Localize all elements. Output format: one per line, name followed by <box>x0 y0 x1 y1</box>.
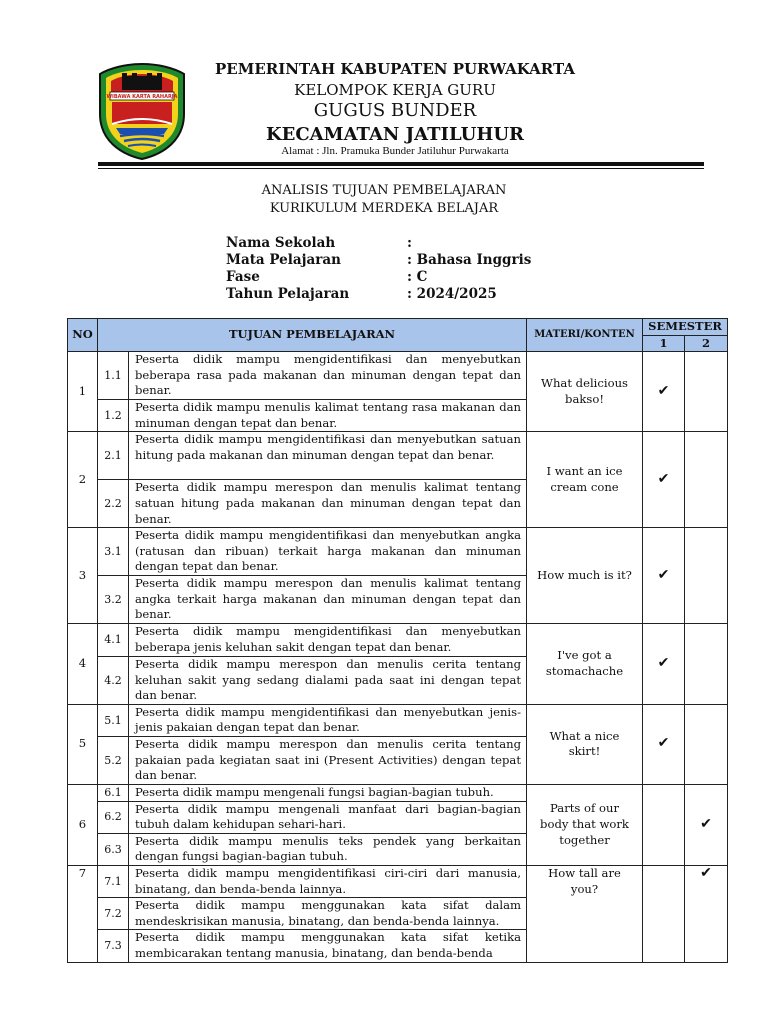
checkmark-icon: ✔ <box>657 735 670 752</box>
header-gugus: GUGUS BUNDER <box>313 100 477 121</box>
semester-2-cell <box>685 623 728 704</box>
objective-id: 5.1 <box>98 704 129 736</box>
semester-1-cell <box>643 528 685 624</box>
materi-cell: I've got a stomachache <box>527 623 643 704</box>
objective-text: Peserta didik mampu mengidentifikasi dan menyebutkan beberapa jenis keluhan sakit dengan tepat dan benar. <box>129 623 527 656</box>
info-label: Nama Sekolah <box>226 235 336 251</box>
letterhead-rule-thin <box>98 168 704 169</box>
document-title: ANALISIS TUJUAN PEMBELAJARAN <box>261 183 507 198</box>
purwakarta-logo <box>98 62 186 160</box>
semester-2-cell <box>685 704 728 784</box>
header-no: NO <box>68 319 98 352</box>
objective-text: Peserta didik mampu mengenali manfaat dari bagian-bagian tubuh dalam kehidupan sehari-hari. <box>129 801 527 833</box>
objective-text: Peserta didik mampu merespon dan menulis cerita tentang keluhan sakit yang sedang dialami pada saat ini dengan tepat dan benar. <box>129 656 527 704</box>
row-number: 4 <box>68 623 98 704</box>
objective-id: 6.3 <box>98 833 129 865</box>
table-row <box>68 352 728 400</box>
objective-id: 5.2 <box>98 736 129 784</box>
row-number: 6 <box>68 784 98 865</box>
objective-id: 6.2 <box>98 801 129 833</box>
objective-text: Peserta didik mampu merespon dan menulis cerita tentang pakaian pada kegiatan saat ini (Present Activities) dengan tepat dan benar. <box>129 736 527 784</box>
learning-objectives-table <box>67 318 728 963</box>
letterhead-rule-thick <box>98 162 704 166</box>
checkmark-icon: ✔ <box>700 865 712 882</box>
header-semester-2: 2 <box>685 335 728 352</box>
semester-1-cell <box>643 623 685 704</box>
table-row <box>68 866 728 898</box>
materi-cell: What a nice skirt! <box>527 704 643 784</box>
table-row <box>68 704 728 736</box>
materi-cell: Parts of our body that work together <box>527 784 643 865</box>
objective-text: Peserta didik mampu mengidentifikasi ciri-ciri dari manusia, binatang, dan benda-benda lainnya. <box>129 866 527 898</box>
semester-2-cell <box>685 352 728 432</box>
info-label: Mata Pelajaran <box>226 252 341 268</box>
semester-2-cell <box>685 866 728 963</box>
objective-id: 4.1 <box>98 623 129 656</box>
row-number: 3 <box>68 528 98 624</box>
table-row <box>68 623 728 656</box>
semester-2-cell <box>685 432 728 528</box>
objective-id: 1.2 <box>98 400 129 432</box>
objective-text: Peserta didik mampu mengidentifikasi dan menyebutkan angka (ratusan dan ribuan) terkait harga makanan dan minuman dengan tepat dan benar. <box>129 528 527 576</box>
semester-1-cell <box>643 352 685 432</box>
info-label: Fase <box>226 269 260 285</box>
objective-text: Peserta didik mampu mengidentifikasi dan menyebutkan jenis-jenis pakaian dengan tepat dan benar. <box>129 704 527 736</box>
objective-id: 2.2 <box>98 480 129 528</box>
info-value: : C <box>407 269 428 285</box>
logo-motto: WIBAWA KARTA RAHARJA <box>106 94 178 100</box>
header-government: PEMERINTAH KABUPATEN PURWAKARTA <box>215 60 575 78</box>
row-number: 7 <box>68 866 98 963</box>
objective-id: 4.2 <box>98 656 129 704</box>
header-materi: MATERI/KONTEN <box>527 319 643 352</box>
header-address: Alamat : Jln. Pramuka Bunder Jatiluhur Purwakarta <box>281 145 509 157</box>
objective-text: Peserta didik mampu menulis teks pendek yang berkaitan dengan fungsi bagian-bagian tubuh. <box>129 833 527 865</box>
materi-cell: How tall are you? <box>527 866 643 963</box>
objective-text: Peserta didik mampu menulis kalimat tentang rasa makanan dan minuman dengan tepat dan benar. <box>129 400 527 432</box>
objective-id: 7.2 <box>98 898 129 930</box>
objective-id: 6.1 <box>98 784 129 801</box>
info-value: : Bahasa Inggris <box>407 252 532 268</box>
row-number: 5 <box>68 704 98 784</box>
table-row <box>68 784 728 801</box>
info-value: : 2024/2025 <box>407 286 497 302</box>
header-semester-1: 1 <box>643 335 685 352</box>
document-subtitle: KURIKULUM MERDEKA BELAJAR <box>269 201 499 216</box>
objective-text: Peserta didik mampu merespon dan menulis kalimat tentang satuan hitung pada makanan dan minuman dengan tepat dan benar. <box>129 480 527 528</box>
info-label: Tahun Pelajaran <box>226 286 350 302</box>
semester-1-cell <box>643 432 685 528</box>
materi-cell: I want an ice cream cone <box>527 432 643 528</box>
objective-id: 1.1 <box>98 352 129 400</box>
header-kkg: KELOMPOK KERJA GURU <box>294 81 496 99</box>
header-semester: SEMESTER <box>643 319 728 336</box>
checkmark-icon: ✔ <box>657 470 670 487</box>
objective-id: 2.1 <box>98 432 129 480</box>
objective-text: Peserta didik mampu mengidentifikasi dan menyebutkan satuan hitung pada makanan dan minuman dengan tepat dan benar. <box>129 432 527 480</box>
header-objectives: TUJUAN PEMBELAJARAN <box>98 319 527 352</box>
table-row <box>68 432 728 480</box>
checkmark-icon: ✔ <box>700 816 712 833</box>
row-number: 2 <box>68 432 98 528</box>
table-row <box>68 528 728 576</box>
info-value: : <box>407 235 412 251</box>
semester-2-cell <box>685 528 728 624</box>
objective-text: Peserta didik mampu mengenali fungsi bagian-bagian tubuh. <box>129 784 527 801</box>
objective-id: 7.3 <box>98 930 129 962</box>
objective-id: 3.1 <box>98 528 129 576</box>
objective-id: 3.2 <box>98 576 129 624</box>
checkmark-icon: ✔ <box>657 566 670 583</box>
checkmark-icon: ✔ <box>657 382 670 399</box>
checkmark-icon: ✔ <box>657 655 670 672</box>
objective-id: 7.1 <box>98 866 129 898</box>
materi-cell: How much is it? <box>527 528 643 624</box>
semester-2-cell <box>685 784 728 865</box>
objective-text: Peserta didik mampu merespon dan menulis kalimat tentang angka terkait harga makanan dan minuman dengan tepat dan benar. <box>129 576 527 624</box>
objective-text: Peserta didik mampu menggunakan kata sifat ketika membicarakan tentang manusia, binatang, dan benda-benda <box>129 930 527 962</box>
row-number: 1 <box>68 352 98 432</box>
semester-1-cell <box>643 784 685 865</box>
objective-text: Peserta didik mampu mengidentifikasi dan menyebutkan beberapa rasa pada makanan dan minuman dengan tepat dan benar. <box>129 352 527 400</box>
semester-1-cell <box>643 704 685 784</box>
materi-cell: What delicious bakso! <box>527 352 643 432</box>
header-kecamatan: KECAMATAN JATILUHUR <box>265 124 524 145</box>
semester-1-cell <box>643 866 685 963</box>
objective-text: Peserta didik mampu menggunakan kata sifat dalam mendeskrisikan manusia, binatang, dan benda-benda lainnya. <box>129 898 527 930</box>
